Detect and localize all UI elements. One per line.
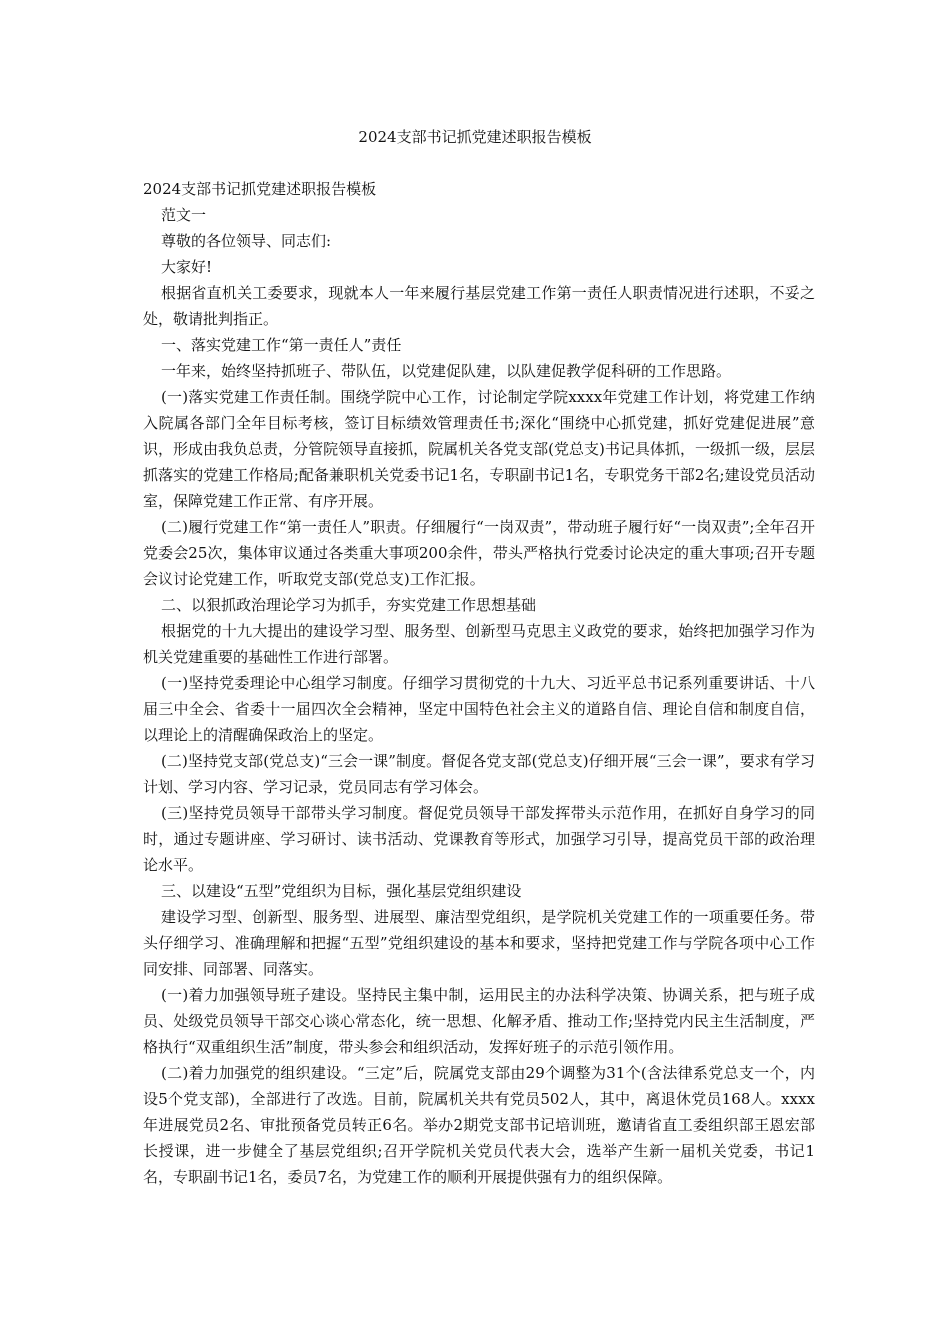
paragraph: 根据省直机关工委要求，现就本人一年来履行基层党建工作第一责任人职责情况进行述职，不妥之处，敬请批判指正。 <box>143 284 815 328</box>
paragraph: 建设学习型、创新型、服务型、进展型、廉洁型党组织，是学院机关党建工作的一项重要任务。带头仔细学习、准确理解和把握“五型”党组织建设的基本和要求，坚持把党建工作与学院各项中心工作同安排、同部署、同落实。 <box>143 908 815 978</box>
paragraph: (二)履行党建工作“第一责任人”职责。仔细履行“一岗双责”，带动班子履行好“一岗双责”;全年召开党委会25次，集体审议通过各类重大事项200余件，带头严格执行党委讨论决定的重大事项;召开专题会议讨论党建工作，听取党支部(党总支)工作汇报。 <box>143 518 815 588</box>
section-heading: 一、落实党建工作“第一责任人”责任 <box>161 336 402 354</box>
document-body <box>143 176 815 1190</box>
section-heading: 三、以建设“五型”党组织为目标，强化基层党组织建设 <box>161 882 522 900</box>
salutation: 尊敬的各位领导、同志们: <box>161 232 332 250</box>
paragraph: (一)着力加强领导班子建设。坚持民主集中制，运用民主的办法科学决策、协调关系，把与班子成员、处级党员领导干部交心谈心常态化，统一思想、化解矛盾、推动工作;坚持党内民主生活制度，严格执行“双重组织生活”制度，带头参会和组织活动，发挥好班子的示范引领作用。 <box>143 986 815 1056</box>
section-heading: 二、以狠抓政治理论学习为抓手，夯实党建工作思想基础 <box>161 596 537 614</box>
paragraph: 根据党的十九大提出的建设学习型、服务型、创新型马克思主义政党的要求，始终把加强学习作为机关党建重要的基础性工作进行部署。 <box>143 622 815 666</box>
document-subtitle: 2024支部书记抓党建述职报告模板 <box>143 180 377 198</box>
paragraph: (二)坚持党支部(党总支)“三会一课”制度。督促各党支部(党总支)仔细开展“三会一课”，要求有学习计划、学习内容、学习记录，党员同志有学习体会。 <box>143 752 815 796</box>
document-title: 2024支部书记抓党建述职报告模板 <box>358 128 592 146</box>
paragraph: (三)坚持党员领导干部带头学习制度。督促党员领导干部发挥带头示范作用，在抓好自身学习的同时，通过专题讲座、学习研讨、读书活动、党课教育等形式，加强学习引导，提高党员干部的政治理论水平。 <box>143 804 815 874</box>
paragraph: (一)落实党建工作责任制。围绕学院中心工作，讨论制定学院xxxx年党建工作计划，将党建工作纳入院属各部门全年目标考核，签订目标绩效管理责任书;深化“围绕中心抓党建，抓好党建促进展”意识，形成由我负总责，分管院领导直接抓，院属机关各党支部(党总支)书记具体抓，一级抓一级，层层抓落实的党建工作格局;配备兼职机关党委书记1名，专职副书记1名，专职党务干部2名;建设党员活动室，保障党建工作正常、有序开展。 <box>143 388 815 510</box>
greeting: 大家好! <box>161 258 213 276</box>
paragraph: 一年来，始终坚持抓班子、带队伍，以党建促队建，以队建促教学促科研的工作思路。 <box>161 362 732 380</box>
paragraph: (一)坚持党委理论中心组学习制度。仔细学习贯彻党的十九大、习近平总书记系列重要讲话、十八届三中全会、省委十一届四次全会精神，坚定中国特色社会主义的道路自信、理论自信和制度自信，以理论上的清醒确保政治上的坚定。 <box>143 674 815 744</box>
sample-label: 范文一 <box>161 206 207 224</box>
paragraph: (二)着力加强党的组织建设。“三定”后，院属党支部由29个调整为31个(含法律系党总支一个，内设5个党支部)，全部进行了改选。目前，院属机关共有党员502人，其中，离退休党员168人。xxxx年进展党员2名、审批预备党员转正6名。举办2期党支部书记培训班，邀请省直工委组织部王恩宏部长授课，进一步健全了基层党组织;召开学院机关党员代表大会，选举产生新一届机关党委，书记1名，专职副书记1名，委员7名，为党建工作的顺利开展提供强有力的组织保障。 <box>143 1064 815 1186</box>
